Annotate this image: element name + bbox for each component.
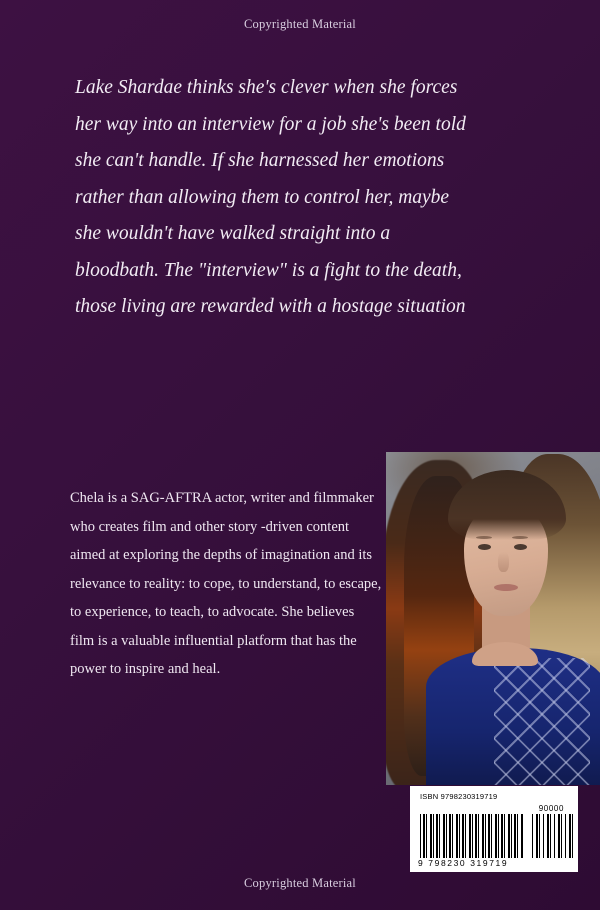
- barcode-bars-main: [420, 814, 524, 858]
- book-blurb: Lake Shardae thinks she's clever when she forces her way into an interview for a job she's been told she can't handle. If she harnessed her emotions rather than allowing them to control her, maybe she wouldn't have walked straight into a bloodbath. The "interview" is a fight to the death, those living are rewarded with a hostage situation: [75, 77, 466, 317]
- eye-left: [478, 544, 491, 550]
- eyebrow-left: [476, 536, 492, 539]
- eye-right: [514, 544, 527, 550]
- eyebrow-right: [512, 536, 528, 539]
- mouth: [494, 584, 518, 591]
- copyright-notice-top: Copyrighted Material: [244, 17, 356, 31]
- barcode-digits: 9 798230 319719: [418, 858, 509, 868]
- author-portrait-image: [386, 452, 600, 785]
- price-code: 90000: [538, 804, 564, 813]
- isbn-label: ISBN 9798230319719: [420, 792, 498, 801]
- nose: [498, 552, 509, 572]
- garment-lattice-pattern: [494, 658, 590, 785]
- barcode-bars-addon: [532, 814, 576, 858]
- copyright-notice-bottom: Copyrighted Material: [244, 876, 356, 890]
- author-bio: Chela is a SAG-AFTRA actor, writer and filmmaker who creates film and other story -driven content aimed at exploring the depths of imagination and its relevance to reality: to cope, to understand, to escape, to experience, to teach, to advocate. She believes film is a valuable influential platform that has the power to inspire and heal.: [70, 490, 382, 677]
- barcode-block: [410, 786, 578, 872]
